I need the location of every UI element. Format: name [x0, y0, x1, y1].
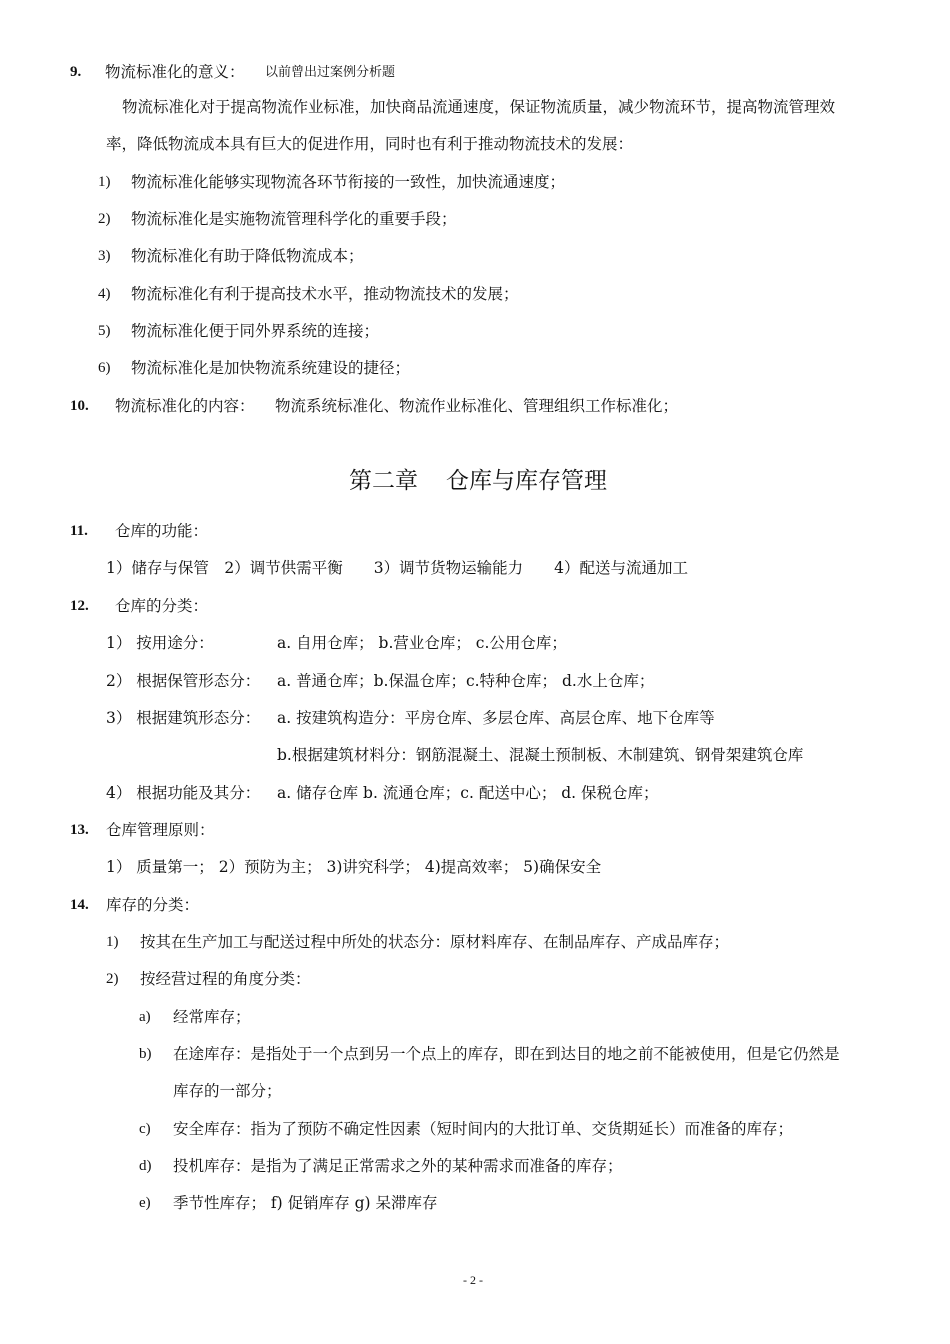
list-item-number: 5) — [98, 323, 111, 339]
section-9-title: 物流标准化的意义： — [105, 63, 245, 81]
section-11-number: 11. — [70, 523, 88, 539]
sub-item-text: 投机库存：是指为了满足正常需求之外的某种需求而准备的库存； — [173, 1157, 623, 1175]
list-item-text: 物流标准化能够实现物流各环节衔接的一致性，加快流通速度； — [131, 173, 566, 191]
section-13-title: 仓库管理原则： — [106, 821, 215, 839]
classification-value: a. 自用仓库； b.营业仓库； c.公用仓库； — [277, 634, 567, 652]
classification-label: 2） 根据保管形态分： — [106, 672, 261, 690]
sub-item-text: 库存的一部分； — [173, 1082, 282, 1100]
sub-item-letter: b) — [139, 1046, 152, 1062]
sub-item-letter: e) — [139, 1195, 151, 1211]
list-item-text: 物流标准化有助于降低物流成本； — [131, 247, 364, 265]
list-item-text: 按经营过程的角度分类： — [140, 970, 311, 988]
classification-label: 1） 按用途分： — [106, 634, 214, 652]
sub-item-text: 经常库存； — [173, 1008, 251, 1026]
list-item-number: 2) — [98, 211, 111, 227]
list-item-number: 6) — [98, 360, 111, 376]
sub-item-letter: a) — [139, 1009, 151, 1025]
classification-value: a. 储存仓库 b. 流通仓库；c. 配送中心； d. 保税仓库； — [277, 784, 659, 802]
section-11-title: 仓库的功能： — [115, 522, 209, 540]
section-14-title: 库存的分类： — [106, 896, 200, 914]
section-9-note: 以前曾出过案例分析题 — [265, 65, 396, 80]
list-item-text: 按其在生产加工与配送过程中所处的状态分：原材料库存、在制品库存、产成品库存； — [140, 933, 730, 951]
sub-item-letter: c) — [139, 1121, 151, 1137]
classification-value: a. 普通仓库；b.保温仓库；c.特种仓库； d.水上仓库； — [277, 672, 655, 690]
list-item-text: 物流标准化是实施物流管理科学化的重要手段； — [131, 210, 457, 228]
sub-item-letter: d) — [139, 1158, 152, 1174]
list-item-number: 4) — [98, 286, 111, 302]
section-14-number: 14. — [70, 897, 89, 913]
sub-item-text: 在途库存：是指处于一个点到另一个点上的库存，即在到达目的地之前不能被使用，但是它仍然是 — [173, 1045, 840, 1063]
section-10-content: 物流系统标准化、物流作业标准化、管理组织工作标准化； — [275, 397, 679, 415]
section-13-number: 13. — [70, 822, 89, 838]
page-number: - 2 - — [463, 1273, 483, 1287]
list-item-text: 物流标准化有利于提高技术水平，推动物流技术的发展； — [131, 285, 519, 303]
section-9-paragraph-line1: 物流标准化对于提高物流作业标准，加快商品流通速度，保证物流质量，减少物流环节，提高物流管理效 — [122, 98, 836, 116]
classification-label: 4） 根据功能及其分： — [106, 784, 261, 802]
classification-value: b.根据建筑材料分：钢筋混凝土、混凝土预制板、木制建筑、钢骨架建筑仓库 — [277, 746, 804, 764]
list-item-number: 2) — [106, 971, 119, 987]
section-10-number: 10. — [70, 398, 89, 414]
list-item-number: 1) — [106, 934, 119, 950]
section-9-number: 9. — [70, 64, 82, 80]
section-12-number: 12. — [70, 598, 89, 614]
classification-label: 3） 根据建筑形态分： — [106, 709, 261, 727]
sub-item-text: 安全库存：指为了预防不确定性因素（短时间内的大批订单、交货期延长）而准备的库存； — [173, 1120, 794, 1138]
section-12-title: 仓库的分类： — [115, 597, 209, 615]
section-10-title: 物流标准化的内容： — [115, 397, 255, 415]
sub-item-text: 季节性库存； f) 促销库存 g) 呆滞库存 — [173, 1194, 438, 1212]
chapter-label: 第二章 — [349, 468, 418, 494]
section-11-functions: 1）储存与保管 2）调节供需平衡 3）调节货物运输能力 4）配送与流通加工 — [106, 559, 688, 577]
list-item-number: 3) — [98, 248, 111, 264]
classification-value: a. 按建筑构造分：平房仓库、多层仓库、高层仓库、地下仓库等 — [277, 709, 715, 727]
section-9-paragraph-line2: 率，降低物流成本具有巨大的促进作用，同时也有利于推动物流技术的发展： — [106, 135, 634, 153]
list-item-text: 物流标准化便于同外界系统的连接； — [131, 322, 380, 340]
chapter-name: 仓库与库存管理 — [446, 468, 607, 494]
section-13-principles: 1） 质量第一； 2）预防为主； 3)讲究科学； 4)提高效率； 5)确保安全 — [106, 858, 602, 876]
list-item-text: 物流标准化是加快物流系统建设的捷径； — [131, 359, 411, 377]
list-item-number: 1) — [98, 174, 111, 190]
